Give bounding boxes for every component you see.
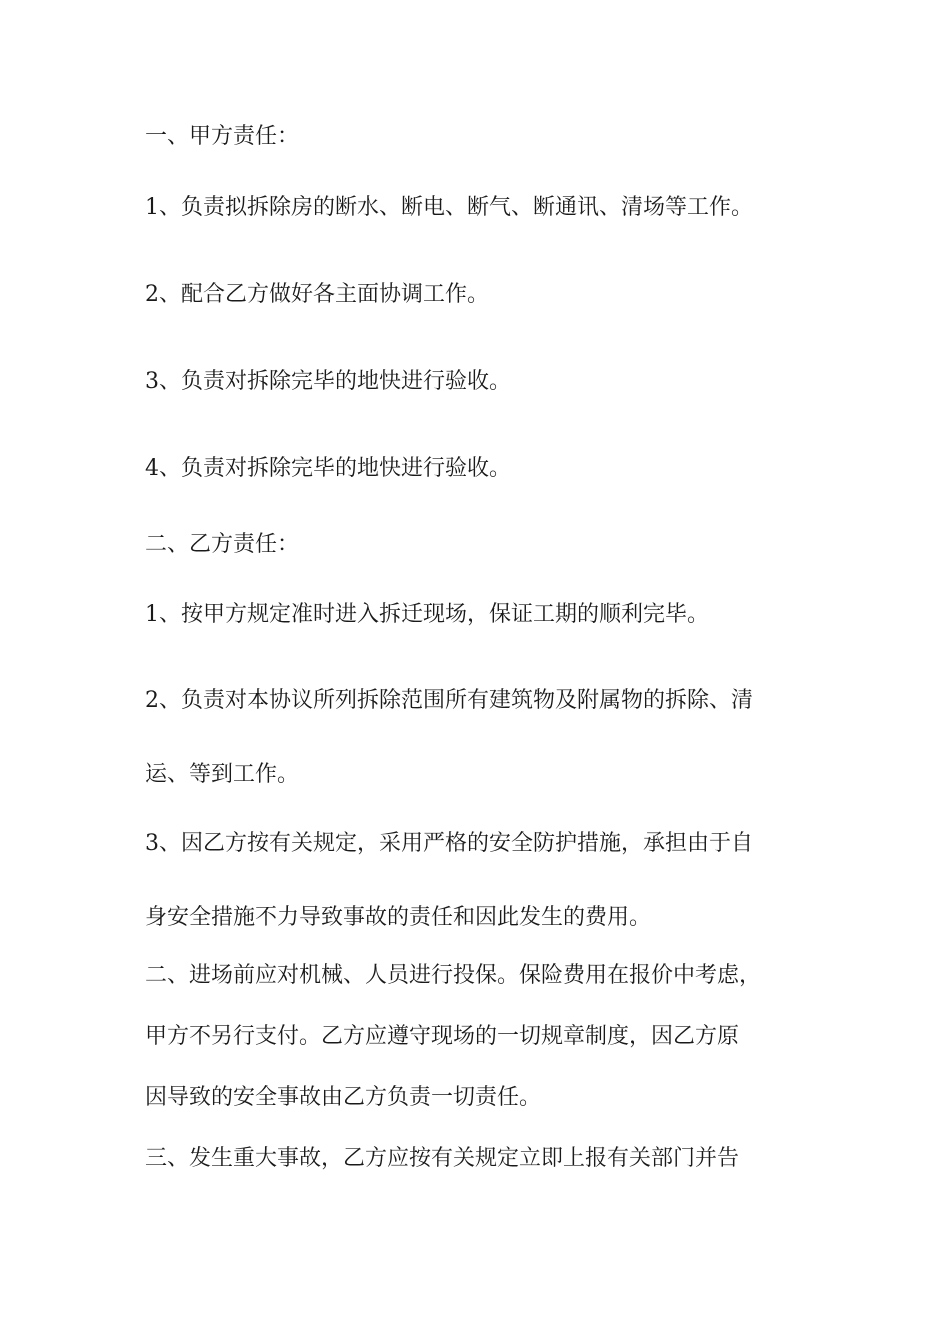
clause-insurance-line-2: 甲方不另行支付。乙方应遵守现场的一切规章制度，因乙方原 — [145, 1024, 740, 1049]
party-b-item-2-line-1: 2、负责对本协议所列拆除范围所有建筑物及附属物的拆除、清 — [145, 688, 753, 713]
party-b-item-2-line-2: 运、等到工作。 — [145, 762, 300, 787]
party-b-item-1: 1、按甲方规定准时进入拆迁现场，保证工期的顺利完毕。 — [145, 602, 709, 627]
party-b-item-3-line-2: 身安全措施不力导致事故的责任和因此发生的费用。 — [145, 905, 652, 930]
clause-insurance-line-1: 二、进场前应对机械、人员进行投保。保险费用在报价中考虑， — [145, 963, 762, 988]
party-a-item-4: 4、负责对拆除完毕的地快进行验收。 — [145, 456, 511, 481]
section-heading-party-a: 一、甲方责任： — [145, 124, 300, 149]
party-a-item-3: 3、负责对拆除完毕的地快进行验收。 — [145, 369, 511, 394]
party-a-item-2: 2、配合乙方做好各主面协调工作。 — [145, 282, 489, 307]
clause-major-accident-line-1: 三、发生重大事故，乙方应按有关规定立即上报有关部门并告 — [145, 1146, 740, 1171]
section-heading-party-b: 二、乙方责任： — [145, 532, 300, 557]
clause-insurance-line-3: 因导致的安全事故由乙方负责一切责任。 — [145, 1085, 542, 1110]
party-b-item-3-line-1: 3、因乙方按有关规定，采用严格的安全防护措施，承担由于自 — [145, 831, 753, 856]
party-a-item-1: 1、负责拟拆除房的断水、断电、断气、断通讯、清场等工作。 — [145, 195, 753, 220]
